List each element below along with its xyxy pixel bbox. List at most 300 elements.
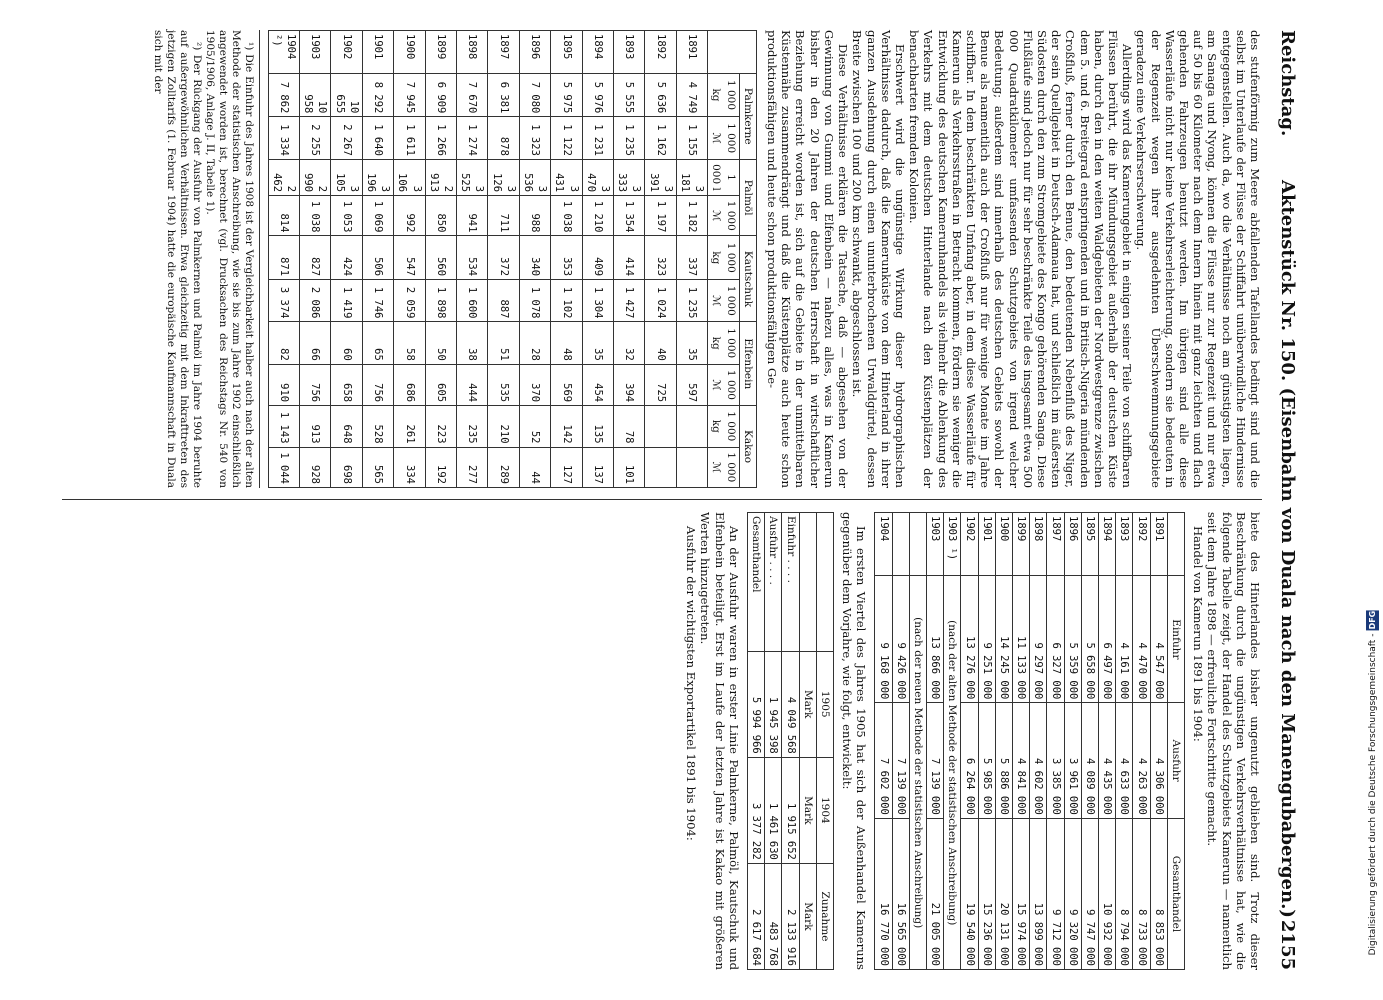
value-cell: 506 [362,236,393,280]
trade-table-caption: Handel von Kamerun 1891 bis 1904: [1191,526,1206,742]
value-cell: 9 747 000 [1081,818,1098,969]
page-header [1272,30,1302,970]
table-row [425,31,456,488]
value-cell: 3 106 [394,159,425,195]
value-cell: 648 [331,406,362,447]
value-cell: 483 768 [765,863,782,969]
value-cell: 6 327 000 [1047,576,1064,703]
quarter-table-header [816,513,833,970]
left-para-1: des stufenförmig zum Meere abfallenden Tafellandes bedingt sind und die selbst im Unterlaufe der Flüsse der Schiffahrt unüberwindliche Hindernisse entgegenstellen. Auch da, wo die Verhältnisse noch am günstigsten liegen, am Sanaga und Nyong, können die Flüsse nur zur Regenzeit und nur etwa auf 50 bis 60 Kilometer nach dem Innern hinein mit ganz leichten und flach gehenden Fahrzeugen benutzt werden. Im übrigen sind alle diese Wasserläufe nicht nur keine Verkehrserleichterung, sondern sie bedeuten in der Regenzeit wegen ihrer ausgedehnten Überschwemmungsgebiete geradezu eine Verkehrserschwerung. [1134,30,1262,488]
year-cell: 1903 ¹) [944,513,961,576]
value-cell: 5 976 [582,73,613,117]
value-cell: 3 470 [582,159,613,195]
column-header: 1905 [816,651,833,757]
value-cell: 711 [488,196,519,236]
value-cell: 210 [488,406,519,447]
value-cell: 3 391 [645,159,676,195]
value-cell: 1 304 [582,280,613,322]
value-cell [645,406,676,447]
value-cell: 827 [300,236,331,280]
value-cell: 1 640 [362,117,393,160]
unit-header: 1 000 kg [708,322,739,364]
value-cell: 35 [676,322,707,364]
value-cell: 1 210 [582,196,613,236]
value-cell: 5 985 000 [978,703,995,819]
value-cell: 2 267 [331,117,362,160]
year-cell: 1893 [1116,513,1133,576]
value-cell: 4 749 [676,73,707,117]
value-cell: 394 [614,364,645,405]
value-cell: 1 915 652 [782,757,799,863]
export-table-body [268,31,708,488]
value-cell: 13 866 000 [926,576,943,703]
value-cell: 941 [457,196,488,236]
table-row [944,513,961,970]
value-cell: 1 334 [268,117,299,160]
label-cell: Einfuhr . . . . [782,513,799,652]
value-cell: 597 [676,364,707,405]
value-cell: 289 [488,447,519,487]
table-row [875,513,892,970]
year-cell: 1896 [1064,513,1081,576]
unit-header [799,513,816,652]
value-cell: 1 235 [676,280,707,322]
value-cell: 10 958 [300,73,331,117]
value-cell: 569 [551,364,582,405]
value-cell: 1 354 [614,196,645,236]
right-para-2: Im ersten Viertel des Jahres 1905 hat sich der Außenhandel Kameruns gegenüber dem Vorjahre, wie folgt, entwickelt: [840,512,869,970]
table-row [551,31,582,488]
value-cell: 547 [394,236,425,280]
value-cell: 52 [519,406,550,447]
value-cell: 340 [519,236,550,280]
value-cell: 1 182 [676,196,707,236]
header-title: Aktenstück Nr. 150. (Eisenbahn von Duala nach den Manengubabergen.) [1277,180,1298,918]
right-para-4: Ausfuhr der wichtigsten Exportartikel 1891 bis 1904: [684,526,699,841]
unit-header: 1 000 l [708,159,739,195]
note-cell: (nach der neuen Methode der statistischen Anschreibung) [909,576,926,970]
year-cell: 1897 [488,31,519,74]
quarter-table-subheader [799,513,816,970]
year-cell: 1904 ²) [268,31,299,74]
value-cell: 2 133 916 [782,863,799,969]
value-cell: 13 899 000 [1030,818,1047,969]
value-cell: 5 658 000 [1081,576,1098,703]
value-cell: 38 [457,322,488,364]
value-cell: 50 [425,322,456,364]
year-cell: 1894 [582,31,613,74]
table-row [782,513,799,970]
right-para-3: An der Ausfuhr waren in erster Linie Palmkerne, Palmöl, Kautschuk und Elfenbein beteiligt. Erst im Laufe der letzten Jahre ist Kakao mit größeren Werten hinzugetreten. [698,512,741,970]
year-cell: 1898 [1030,513,1047,576]
value-cell: 142 [551,406,582,447]
value-cell: 528 [362,406,393,447]
value-cell: 9 168 000 [875,576,892,703]
value-cell: 1 266 [425,117,456,160]
value-cell: 3 525 [457,159,488,195]
year-cell: 1891 [1150,513,1167,576]
table-row [645,31,676,488]
value-cell: 4 089 000 [1081,703,1098,819]
value-cell: 13 276 000 [961,576,978,703]
year-cell: 1895 [1081,513,1098,576]
value-cell: 4 263 000 [1133,703,1150,819]
value-cell: 20 131 000 [995,818,1012,969]
value-cell: 65 [362,322,393,364]
value-cell: 1 898 [425,280,456,322]
year-cell: 1892 [1133,513,1150,576]
export-table-unit-row [708,31,739,488]
value-cell: 1 069 [362,196,393,236]
value-cell: 1 155 [676,117,707,160]
table-row [1098,513,1115,970]
value-cell: 725 [645,364,676,405]
value-cell: 223 [425,406,456,447]
value-cell: 850 [425,196,456,236]
value-cell: 16 770 000 [875,818,892,969]
value-cell: 535 [488,364,519,405]
value-cell: 353 [551,236,582,280]
value-cell: 3 536 [519,159,550,195]
value-cell: 8 733 000 [1133,818,1150,969]
group-header: Kautschuk [739,236,756,322]
footnote-2: ²) Der Rückgang der Ausfuhr von Palmkernen und Palmöl im Jahre 1904 beruhte auf außergewöhnlichen Verhältnissen. Etwa gleichzeitig mit dem Inkrafttreten des jetzigen Zolltarifs (1. Februar 1904) hatte die europäische Kaufmannschaft in Duala sich mit der [151,30,203,488]
left-para-4: Diese Verhältnisse erklären die Tatsache, daß — abgesehen von der Gewinnung von Gummi und Elfenbein — nahezu alles, was in Kamerun bisher in den 20 Jahren der deutschen Herrschaft in wirtschaftlicher Beziehung erreicht worden ist, sich auf die Gebiete in der unmittelbaren Küstennähe zusammendrängt und daß die Küstenplätze auch heute schon produktionsfähigen und heute schon produktionsfähigen Ge- [765,30,851,488]
value-cell: 1 162 [645,117,676,160]
column-header: Gesamthandel [1167,818,1184,969]
value-cell: 7 945 [394,73,425,117]
table-row [765,513,782,970]
quarter-table [747,512,834,970]
export-table-corner [708,31,757,74]
unit-header: 1 000 kg [708,236,739,280]
unit-header: Mark [799,651,816,757]
year-cell [909,513,926,576]
year-cell: 1902 [961,513,978,576]
value-cell: 988 [519,196,550,236]
table-row [892,513,909,970]
trade-table [874,512,1185,970]
unit-header: 1 000 kg [708,406,739,447]
value-cell [676,447,707,487]
value-cell: 101 [614,447,645,487]
table-row [926,513,943,970]
value-cell: 928 [300,447,331,487]
dfg-logo-badge: DFG [1368,611,1377,630]
value-cell: 4 470 000 [1133,576,1150,703]
value-cell: 192 [425,447,456,487]
year-cell: 1899 [425,31,456,74]
unit-header: 1 000 ℳ [708,117,739,160]
value-cell: 9 297 000 [1030,576,1047,703]
column-divider [62,499,1262,500]
value-cell: 4 161 000 [1116,576,1133,703]
value-cell: 370 [519,364,550,405]
trade-table-body [875,513,1167,970]
value-cell: 1 611 [394,117,425,160]
table-row [268,31,299,488]
value-cell: 1 197 [645,196,676,236]
value-cell [676,406,707,447]
column-header [1167,513,1184,576]
table-row [1047,513,1064,970]
unit-header: 1 000 ℳ [708,447,739,487]
value-cell: 235 [457,406,488,447]
trade-table-header [1167,513,1184,970]
column-header [816,513,833,652]
group-header: Palmöl [739,159,756,236]
label-cell: Gesamthandel [747,513,764,652]
value-cell: 7 139 000 [892,703,909,819]
unit-header: 1 000 ℳ [708,280,739,322]
year-cell: 1903 [926,513,943,576]
year-cell: 1900 [394,31,425,74]
value-cell: 3 196 [362,159,393,195]
value-cell: 605 [425,364,456,405]
value-cell: 7 862 [268,73,299,117]
digitization-note [1366,610,1379,955]
value-cell: 910 [268,364,299,405]
value-cell: 1 746 [362,280,393,322]
year-cell [892,513,909,576]
value-cell: 337 [676,236,707,280]
value-cell: 992 [394,196,425,236]
footnote-1: ¹) Die Einfuhr des Jahres 1908 ist der Vergleichbarkeit halber auch nach der alten Methode der statistischen Anschreibung, wie sie bis zum Jahre 1902 einschließlich angewendet worden ist, berechnet (vgl. Drucksachen des Reichstags Nr. 540 von 1905/1906, Anlage J. II, Tabelle 1). [203,30,255,488]
value-cell: 1 078 [519,280,550,322]
table-row [1133,513,1150,970]
value-cell: 21 005 000 [926,818,943,969]
year-cell: 1902 [331,31,362,74]
value-cell: 814 [268,196,299,236]
value-cell: 10 655 [331,73,362,117]
table-row [1064,513,1081,970]
value-cell: 7 670 [457,73,488,117]
table-row [582,31,613,488]
value-cell: 51 [488,322,519,364]
value-cell [645,447,676,487]
table-row [1081,513,1098,970]
value-cell: 4 049 568 [782,651,799,757]
value-cell: 48 [551,322,582,364]
note-cell: (nach der alten Methode der statistischen Anschreibung) [944,576,961,970]
value-cell: 44 [519,447,550,487]
value-cell: 9 251 000 [978,576,995,703]
unit-header: 1 000 ℳ [708,364,739,405]
group-header: Kakao [739,406,756,488]
value-cell: 261 [394,406,425,447]
value-cell: 1 945 398 [765,651,782,757]
value-cell: 6 909 [425,73,456,117]
value-cell: 15 974 000 [1012,818,1029,969]
value-cell: 9 320 000 [1064,818,1081,969]
year-cell: 1899 [1012,513,1029,576]
left-para-3: Erschwert wird die ungünstige Wirkung dieser hydrographischen Verhältnisse dadurch, daß die Kamerunküste von dem Hinterland in ihrer ganzen Ausdehnung durch einen ununterbrochenen Urwaldgürtel, dessen Breite zwischen 100 und 200 km schwankt, abgeschlossen ist. [850,30,907,488]
value-cell: 32 [614,322,645,364]
table-row [1012,513,1029,970]
value-cell: 1 143 [268,406,299,447]
unit-header: Mark [799,757,816,863]
value-cell: 1 102 [551,280,582,322]
page-number: 2155 [1277,919,1298,970]
value-cell: 414 [614,236,645,280]
value-cell: 4 841 000 [1012,703,1029,819]
year-cell: 1898 [457,31,488,74]
value-cell: 686 [394,364,425,405]
value-cell: 2 990 [300,159,331,195]
value-cell: 3 181 [676,159,707,195]
value-cell: 19 540 000 [961,818,978,969]
value-cell: 35 [582,322,613,364]
table-row [995,513,1012,970]
quarter-table-body [747,513,799,970]
value-cell: 3 126 [488,159,519,195]
year-cell: 1900 [995,513,1012,576]
value-cell: 8 794 000 [1116,818,1133,969]
value-cell: 6 381 [488,73,519,117]
year-cell: 1897 [1047,513,1064,576]
value-cell: 1 044 [268,447,299,487]
value-cell: 658 [331,364,362,405]
value-cell: 534 [457,236,488,280]
right-column [684,512,1262,970]
value-cell: 5 359 000 [1064,576,1081,703]
left-para-2: Allerdings wird das Kamerungebiet in einigen seiner Teile von schiffbaren Flüssen berührt, die ihr Mündungsgebiet außerhalb der deutschen Küste haben, durch den in den weiten Waldgebieten der Nordwestgrenze zwischen dem 5. und 6. Breitegrad entspringenden und in Britisch-Nigeria mündenden Croßfluß, ferner durch den Benue, den bedeutenden Nebenfluß des Niger, der sein Quellgebiet in Deutsch-Adamaua hat, und schließlich im äußersten Südosten durch den zum Stromgebiete des Kongo gehörenden Sanga. Diese Flußläufe sind jedoch nur für sehr beschränkte Teile des insgesamt etwa 500 000 Quadratkilometer umfassenden Schutzgebiets von irgend welcher Bedeutung; außerdem sind innerhalb des deutschen Gebiets sowohl der Benue als namentlich auch der Croßfluß nur für wenige Monate im Jahre schiffbar. In dem beschränkten Umfang aber, in dem diese Wasserläufe für Kamerun als Verkehrsstraßen in Betracht kommen, fördern sie weniger die Entwicklung des deutschen Kamerunhandels als vielmehr die Ablenkung des Verkehrs mit dem deutschen Hinterlande nach den Küstenplätzen der benachbarten fremden Kolonien. [907,30,1135,488]
value-cell: 3 333 [614,159,645,195]
value-cell: 2 059 [394,280,425,322]
value-cell: 5 994 966 [747,651,764,757]
export-table-group-row [739,31,756,488]
value-cell: 3 374 [268,280,299,322]
footnotes [151,30,260,488]
value-cell: 4 633 000 [1116,703,1133,819]
group-header: Elfenbein [739,322,756,406]
value-cell: 1 038 [551,196,582,236]
value-cell: 78 [614,406,645,447]
value-cell: 277 [457,447,488,487]
value-cell: 4 306 000 [1150,703,1167,819]
value-cell: 40 [645,322,676,364]
header-left: Reichstag. [1277,30,1298,137]
export-table [268,30,757,488]
value-cell: 1 053 [331,196,362,236]
value-cell: 58 [394,322,425,364]
table-row [457,31,488,488]
table-row [614,31,645,488]
table-row [362,31,393,488]
value-cell: 1 231 [582,117,613,160]
column-header: 1904 [816,757,833,863]
value-cell: 7 602 000 [875,703,892,819]
unit-header: 1 000 kg [708,73,739,117]
year-cell: 1901 [362,31,393,74]
year-cell: 1891 [676,31,707,74]
value-cell: 1 274 [457,117,488,160]
value-cell: 3 961 000 [1064,703,1081,819]
value-cell: 4 602 000 [1030,703,1047,819]
value-cell: 14 245 000 [995,576,1012,703]
unit-header: Mark [799,863,816,969]
value-cell: 2 913 [425,159,456,195]
value-cell: 15 236 000 [978,818,995,969]
value-cell: 1 038 [300,196,331,236]
year-cell: 1894 [1098,513,1115,576]
value-cell: 135 [582,406,613,447]
table-row [909,513,926,970]
value-cell: 3 377 282 [747,757,764,863]
value-cell: 137 [582,447,613,487]
table-row [961,513,978,970]
table-row [1116,513,1133,970]
value-cell: 5 636 [645,73,676,117]
value-cell: 2 255 [300,117,331,160]
value-cell: 11 133 000 [1012,576,1029,703]
value-cell: 565 [362,447,393,487]
value-cell: 60 [331,322,362,364]
year-cell: 1893 [614,31,645,74]
value-cell: 444 [457,364,488,405]
value-cell: 5 975 [551,73,582,117]
column-header: Ausfuhr [1167,703,1184,819]
value-cell: 560 [425,236,456,280]
value-cell: 1 461 630 [765,757,782,863]
table-row [394,31,425,488]
value-cell: 1 024 [645,280,676,322]
value-cell: 454 [582,364,613,405]
unit-header: 1 000 ℳ [708,196,739,236]
value-cell: 1 427 [614,280,645,322]
year-cell: 1896 [519,31,550,74]
right-para-1: biete des Hinterlandes bisher ungenutzt geblieben sind. Trotz dieser Beschränkung durch die ungünstigen Verkehrsverhältnisse hat, wie die folgende Tabelle zeigt, der Handel des Schutzgebiets Kamerun — namentlich seit dem Jahre 1898 — erfreuliche Fortschritte gemacht. [1205,512,1262,970]
left-column [151,30,1262,488]
value-cell: 7 139 000 [926,703,943,819]
column-header: Zunahme [816,863,833,969]
value-cell: 9 426 000 [892,576,909,703]
value-cell: 28 [519,322,550,364]
value-cell: 1 323 [519,117,550,160]
value-cell: 7 080 [519,73,550,117]
year-cell: 1901 [978,513,995,576]
table-row [1030,513,1047,970]
value-cell: 10 932 000 [1098,818,1115,969]
value-cell: 2 462 [268,159,299,195]
value-cell: 6 497 000 [1098,576,1115,703]
year-cell: 1903 [300,31,331,74]
value-cell: 66 [300,322,331,364]
table-row [300,31,331,488]
value-cell: 756 [300,364,331,405]
value-cell: 1 419 [331,280,362,322]
label-cell: Ausfuhr . . . . [765,513,782,652]
value-cell: 5 555 [614,73,645,117]
value-cell: 8 853 000 [1150,818,1167,969]
table-row [978,513,995,970]
column-header: Einfuhr [1167,576,1184,703]
table-row [488,31,519,488]
value-cell: 334 [394,447,425,487]
value-cell: 2 617 684 [747,863,764,969]
value-cell: 698 [331,447,362,487]
value-cell: 323 [645,236,676,280]
value-cell: 127 [551,447,582,487]
table-row [747,513,764,970]
value-cell: 871 [268,236,299,280]
value-cell: 5 886 000 [995,703,1012,819]
table-row [676,31,707,488]
value-cell: 424 [331,236,362,280]
table-row [331,31,362,488]
value-cell: 3 105 [331,159,362,195]
value-cell: 9 712 000 [1047,818,1064,969]
